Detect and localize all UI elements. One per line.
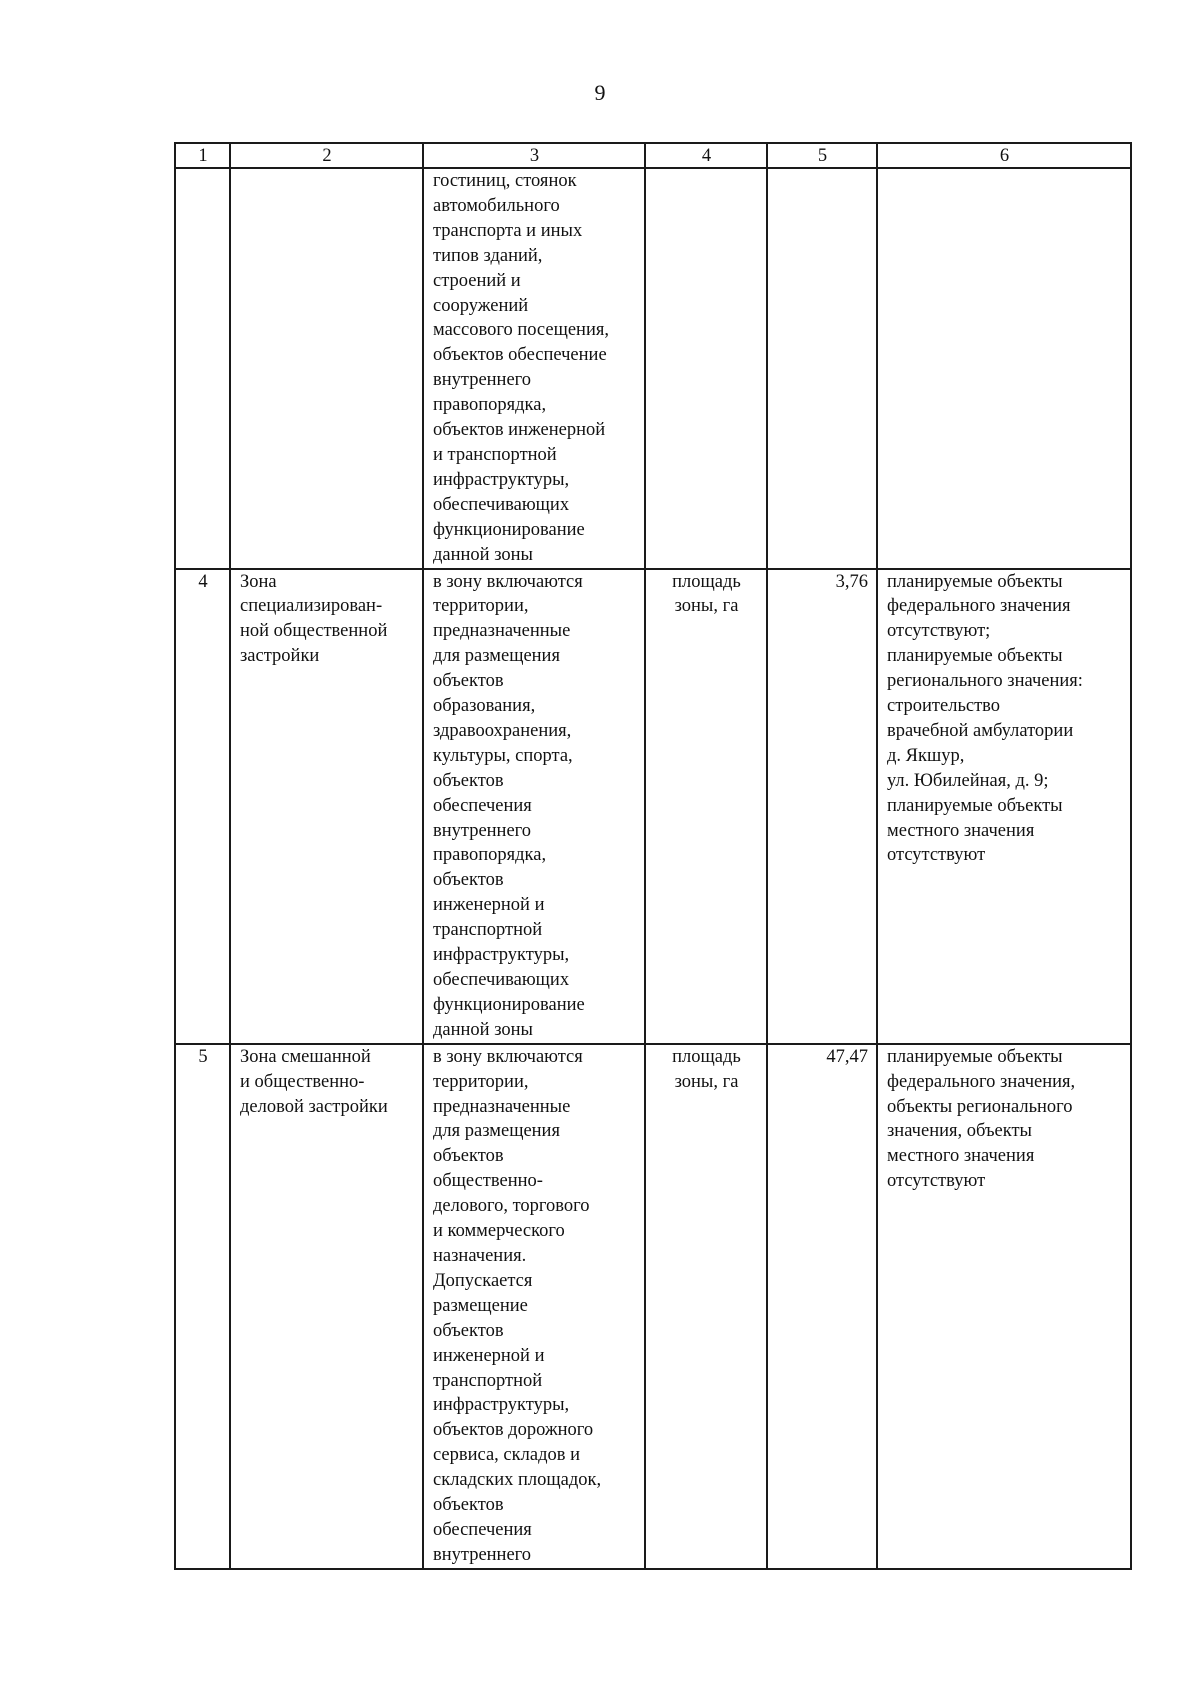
zone-name-cell bbox=[230, 168, 423, 569]
zone-description-cell-line: инфраструктуры, bbox=[433, 945, 570, 966]
zone-description-cell-line: размещение bbox=[433, 1295, 528, 1316]
zone-description-cell-line: объектов bbox=[433, 1320, 504, 1341]
zone-description-cell-line: для размещения bbox=[433, 1121, 560, 1142]
indicator-value-cell: 3,76 bbox=[767, 569, 877, 1044]
zone-description-cell-line: объектов bbox=[433, 870, 504, 891]
zone-description-cell-line: объектов дорожного bbox=[433, 1420, 594, 1441]
planned-objects-cell-line: отсутствуют bbox=[887, 1171, 986, 1192]
zone-description-cell-line: объектов bbox=[433, 770, 504, 791]
row-number-cell: 4 bbox=[175, 569, 230, 1044]
zone-name-cell-line: и общественно- bbox=[240, 1071, 365, 1092]
zone-description-cell-line: транспорта и иных bbox=[433, 220, 583, 241]
zone-name-cell-line: Зона смешанной bbox=[240, 1046, 371, 1067]
table-row bbox=[175, 1044, 1131, 1569]
table-body bbox=[175, 168, 1131, 1569]
zone-description-cell-line: объектов bbox=[433, 671, 504, 692]
zone-description-cell-line: типов зданий, bbox=[433, 245, 543, 266]
planned-objects-cell-line: строительство bbox=[887, 696, 1001, 717]
zone-description-cell-line: инженерной и bbox=[433, 1345, 545, 1366]
planned-objects-cell-line: местного значения bbox=[887, 1146, 1035, 1167]
zone-description-cell-line: внутреннего bbox=[433, 1544, 532, 1565]
planned-objects-cell-line: планируемые объекты bbox=[887, 1046, 1063, 1067]
zone-description-cell-line: правопорядка, bbox=[433, 395, 547, 416]
zone-description-cell-line: обеспечивающих bbox=[433, 970, 570, 990]
zone-description-cell-line: в зону включаются bbox=[433, 1046, 583, 1067]
planned-objects-cell-line: отсутствуют bbox=[887, 845, 986, 866]
planned-objects-cell bbox=[877, 569, 1131, 1044]
zone-description-cell-line: внутреннего bbox=[433, 370, 532, 391]
column-header-3: 3 bbox=[423, 143, 645, 168]
zone-name-cell bbox=[230, 1044, 423, 1569]
zone-description-cell-line: сервиса, складов и bbox=[433, 1445, 580, 1466]
zone-description-cell-line: назначения. bbox=[433, 1245, 527, 1266]
zone-description-cell bbox=[423, 569, 645, 1044]
zone-description-cell-line: инфраструктуры, bbox=[433, 1395, 570, 1416]
zone-description-cell-line: транспортной bbox=[433, 920, 543, 941]
planned-objects-cell-line: значения, объекты bbox=[887, 1121, 1032, 1142]
zone-description-cell bbox=[423, 1044, 645, 1569]
zone-description-cell-line: инфраструктуры, bbox=[433, 469, 570, 490]
zone-description-cell-line: автомобильного bbox=[433, 195, 560, 216]
zone-description-cell-line: объектов обеспечение bbox=[433, 345, 607, 366]
planned-objects-cell-line: федерального значения, bbox=[887, 1071, 1076, 1092]
row-number-cell: 5 bbox=[175, 1044, 230, 1569]
indicator-cell-line: зоны, га bbox=[674, 1071, 739, 1092]
indicator-cell bbox=[645, 1044, 767, 1569]
zone-description-cell-line: культуры, спорта, bbox=[433, 745, 573, 766]
planned-objects-cell-line: объекты регионального bbox=[887, 1096, 1073, 1117]
zone-description-cell-line: объектов bbox=[433, 1495, 504, 1516]
zone-description-cell-line: складских площадок, bbox=[433, 1470, 602, 1491]
zone-description-cell-line: функционирование bbox=[433, 994, 585, 1015]
zone-description-cell-line: функционирование bbox=[433, 519, 585, 540]
header-row bbox=[175, 143, 1131, 168]
zone-description-cell-line: образования, bbox=[433, 696, 536, 717]
zones-table bbox=[174, 142, 1132, 1570]
zone-description-cell-line: объектов bbox=[433, 1146, 504, 1167]
zone-description-cell-line: внутреннего bbox=[433, 820, 532, 841]
planned-objects-cell bbox=[877, 168, 1131, 569]
zone-description-cell-line: строений и bbox=[433, 270, 521, 291]
planned-objects-cell-line: планируемые объекты bbox=[887, 571, 1063, 592]
page-number: 9 bbox=[594, 80, 606, 105]
zone-description-cell-line: объектов инженерной bbox=[433, 420, 606, 441]
zone-description-cell-line: инженерной и bbox=[433, 895, 545, 916]
zone-description-cell-line: сооружений bbox=[433, 295, 529, 316]
zone-name-cell bbox=[230, 569, 423, 1044]
planned-objects-cell-line: регионального значения: bbox=[887, 671, 1083, 692]
table-row bbox=[175, 569, 1131, 1044]
indicator-cell bbox=[645, 569, 767, 1044]
zone-description-cell-line: данной зоны bbox=[433, 1019, 533, 1040]
zone-description-cell-line: гостиниц, стоянок bbox=[433, 171, 577, 191]
zone-description-cell-line: здравоохранения, bbox=[433, 720, 572, 741]
zone-description-cell-line: обеспечения bbox=[433, 795, 532, 816]
indicator-cell-line: площадь bbox=[672, 1046, 741, 1067]
column-header-6: 6 bbox=[877, 143, 1131, 168]
zone-description-cell-line: предназначенные bbox=[433, 1096, 571, 1117]
zone-description-cell-line: предназначенные bbox=[433, 621, 571, 642]
table-header bbox=[175, 143, 1131, 168]
planned-objects-cell-line: федерального значения bbox=[887, 596, 1071, 617]
zone-name-cell-line: ной общественной bbox=[240, 621, 388, 642]
planned-objects-cell-line: д. Якшур, bbox=[887, 745, 965, 766]
indicator-cell-line: площадь bbox=[672, 571, 741, 592]
row-number-cell bbox=[175, 168, 230, 569]
planned-objects-cell-line: отсутствуют; bbox=[887, 621, 991, 642]
zone-description-cell-line: Допускается bbox=[433, 1270, 533, 1291]
zone-description-cell-line: в зону включаются bbox=[433, 571, 583, 592]
column-header-4: 4 bbox=[645, 143, 767, 168]
column-header-1: 1 bbox=[175, 143, 230, 168]
zone-description-cell-line: и коммерческого bbox=[433, 1221, 565, 1242]
zone-description-cell-line: территории, bbox=[433, 596, 529, 617]
planned-objects-cell bbox=[877, 1044, 1131, 1569]
indicator-value-cell: 47,47 bbox=[767, 1044, 877, 1569]
zone-description-cell-line: правопорядка, bbox=[433, 845, 547, 866]
zone-name-cell-line: деловой застройки bbox=[240, 1096, 388, 1117]
zone-description-cell-line: транспортной bbox=[433, 1370, 543, 1391]
indicator-value-cell bbox=[767, 168, 877, 569]
zone-description-cell bbox=[423, 168, 645, 569]
zone-description-cell-line: делового, торгового bbox=[433, 1196, 590, 1217]
zone-name-cell-line: застройки bbox=[240, 646, 320, 667]
zone-description-cell-line: обеспечивающих bbox=[433, 494, 570, 515]
zone-description-cell-line: обеспечения bbox=[433, 1519, 532, 1540]
column-header-5: 5 bbox=[767, 143, 877, 168]
planned-objects-cell-line: планируемые объекты bbox=[887, 646, 1063, 667]
planned-objects-cell-line: врачебной амбулатории bbox=[887, 720, 1074, 741]
indicator-cell bbox=[645, 168, 767, 569]
indicator-cell-line: зоны, га bbox=[674, 596, 739, 617]
zone-description-cell-line: общественно- bbox=[433, 1171, 543, 1192]
zone-description-cell-line: и транспортной bbox=[433, 444, 557, 465]
zone-description-cell-line: данной зоны bbox=[433, 544, 533, 565]
zone-description-cell-line: массового посещения, bbox=[433, 320, 609, 341]
table-row bbox=[175, 168, 1131, 569]
zone-name-cell-line: Зона bbox=[240, 571, 277, 592]
planned-objects-cell-line: местного значения bbox=[887, 820, 1035, 841]
zone-description-cell-line: для размещения bbox=[433, 646, 560, 667]
zone-name-cell-line: специализирован- bbox=[240, 596, 383, 617]
planned-objects-cell-line: планируемые объекты bbox=[887, 795, 1063, 816]
planned-objects-cell-line: ул. Юбилейная, д. 9; bbox=[887, 770, 1049, 791]
column-header-2: 2 bbox=[230, 143, 423, 168]
zone-description-cell-line: территории, bbox=[433, 1071, 529, 1092]
